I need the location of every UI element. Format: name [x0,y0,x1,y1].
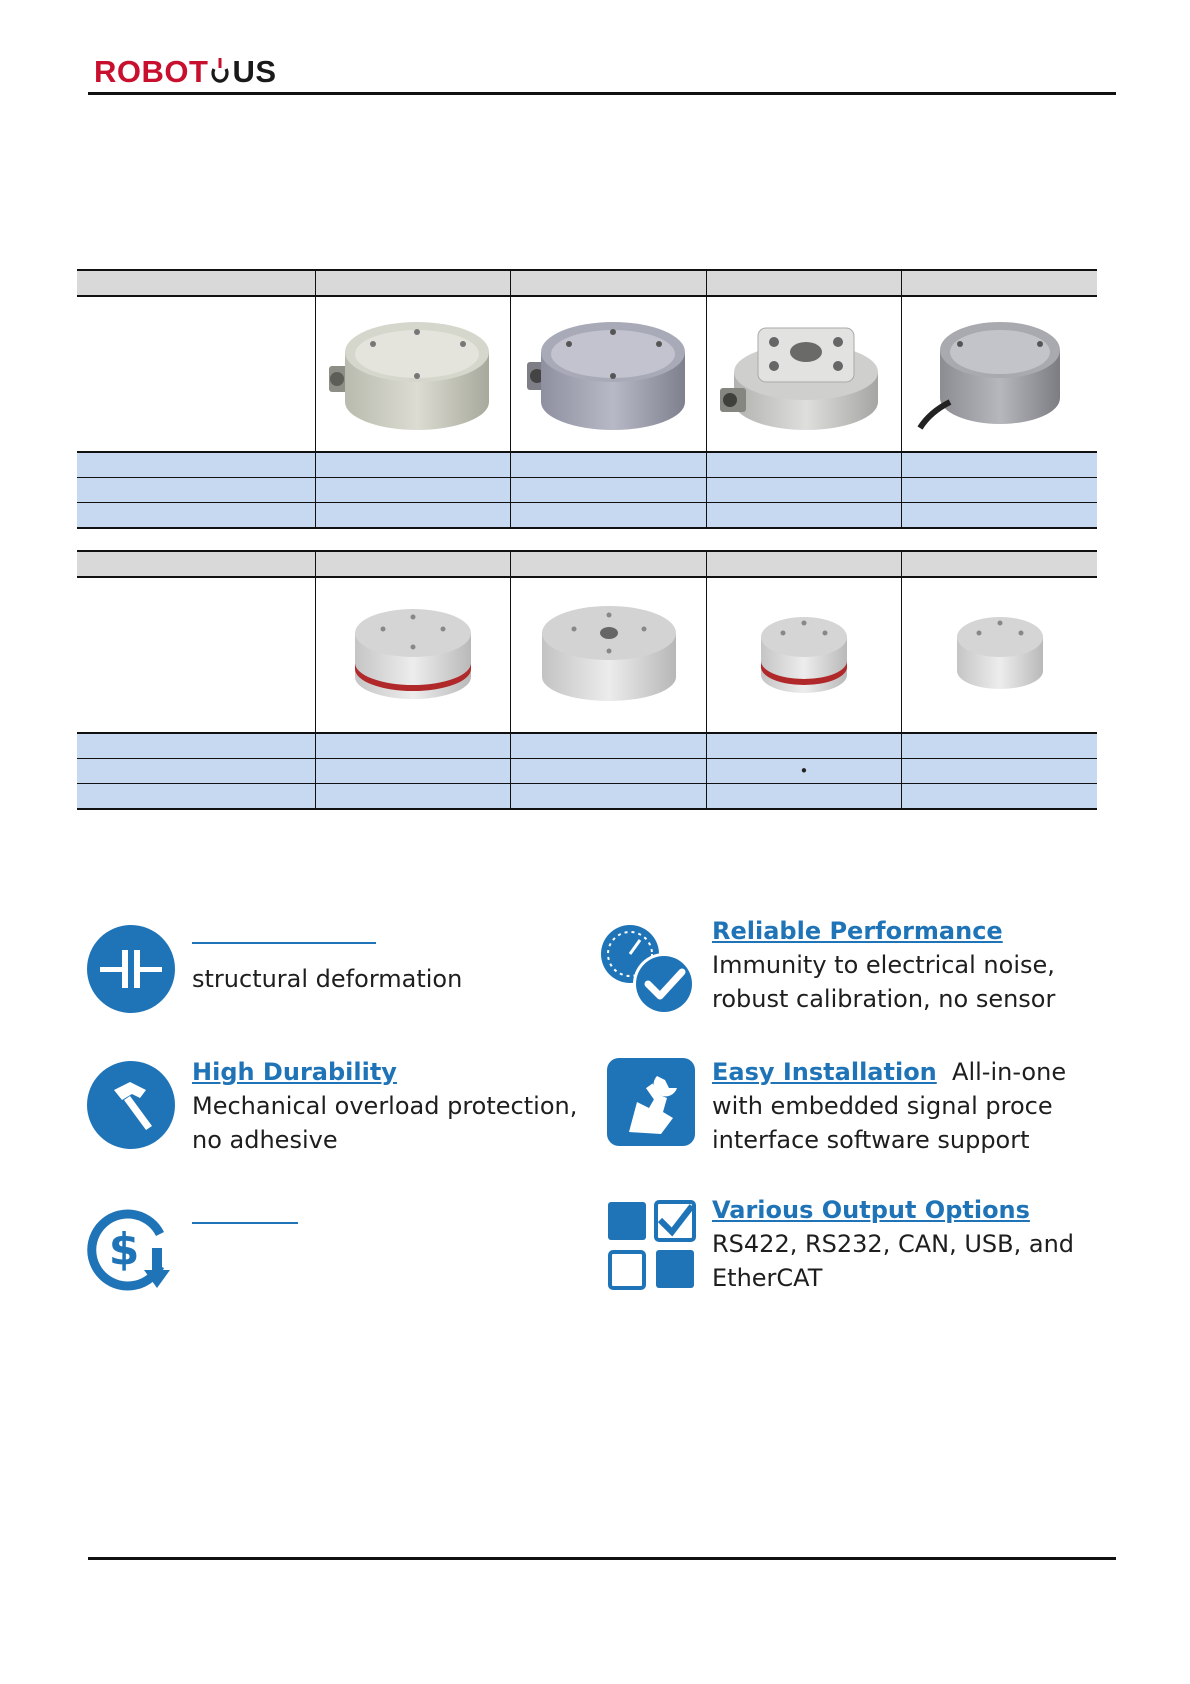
hammer-icon [86,1060,176,1150]
spec-cell [315,784,510,810]
product-image-cell [511,296,706,452]
product-image-cell [902,296,1097,452]
sensor-image [749,603,859,703]
product-image-cell [706,577,901,733]
feature-text: Immunity to electrical noise, robust calibration, no sensor [712,951,1056,1013]
company-logo [94,52,277,92]
spec-cell [511,478,706,503]
sensor-image [519,302,699,442]
spec-cell [902,784,1097,810]
footer-rule [88,1557,1116,1560]
spec-cell [77,452,315,478]
spec-cell [511,503,706,529]
header-cell [511,270,706,296]
feature-title: Easy Installation [712,1058,937,1086]
spec-cell [315,733,510,759]
spec-row [77,784,1097,810]
spec-cell [706,478,901,503]
header-cell [77,270,315,296]
spec-row [77,759,1097,784]
feature-title [192,1200,298,1224]
table-header-row [77,270,1097,296]
spec-row [77,733,1097,759]
spec-cell [315,503,510,529]
spec-row [77,503,1097,529]
spec-cell [902,452,1097,478]
header-cell [902,270,1097,296]
spec-cell [77,478,315,503]
sensor-image [534,593,684,713]
spec-cell [902,503,1097,529]
header-cell [902,551,1097,577]
sensor-image [714,302,894,442]
checkbox-grid-icon [606,1198,696,1292]
spec-cell [902,733,1097,759]
feature-output [712,1193,1102,1295]
product-image-cell [706,296,901,452]
product-table-1 [77,269,1097,529]
dollar-down-icon [86,1206,180,1294]
image-label-cell [77,577,315,733]
feature-title [192,920,376,944]
spec-cell [77,733,315,759]
spec-cell [77,784,315,810]
spec-cell [511,452,706,478]
feature-text: with embedded signal proce interface software support [712,1092,1053,1154]
spec-cell [706,503,901,529]
product-image-cell [315,577,510,733]
capacitor-icon [86,924,176,1014]
header-cell [706,551,901,577]
feature-text: RS422, RS232, CAN, USB, and EtherCAT [712,1230,1075,1292]
product-table-2 [77,550,1097,810]
wrench-hand-icon [607,1058,695,1146]
feature-text: structural deformation [192,965,463,993]
sensor-image [323,302,503,442]
logo-drop-icon [209,56,231,86]
gauge-check-icon [600,922,698,1018]
header-cell [315,551,510,577]
logo-text-us: US [232,54,277,89]
spec-cell [315,759,510,784]
feature-reliable [712,914,1092,1016]
product-image-cell [511,577,706,733]
feature-text: Mechanical overload protection, no adhesive [192,1092,578,1154]
feature-cost [192,1200,492,1234]
header-cell [77,551,315,577]
header-cell [315,270,510,296]
spec-cell [706,452,901,478]
feature-installation [712,1055,1112,1157]
feature-title: Reliable Performance [712,917,1003,945]
sensor-image [945,603,1055,703]
feature-title: Various Output Options [712,1196,1030,1224]
feature-title: High Durability [192,1058,397,1086]
spec-cell [902,478,1097,503]
feature-capacitive [192,920,492,996]
spec-cell: • [706,759,901,784]
feature-text-inline: All-in-one [952,1058,1067,1086]
image-label-cell [77,296,315,452]
spec-cell [511,759,706,784]
spec-cell [77,759,315,784]
spec-cell [511,733,706,759]
logo-text-robot: ROBOT [94,54,209,89]
header-rule [88,92,1116,95]
product-image-cell [315,296,510,452]
spec-cell [77,503,315,529]
svg-text:$: $ [108,1224,140,1275]
table-image-row [77,296,1097,452]
product-image-cell [902,577,1097,733]
table-header-row [77,551,1097,577]
spec-cell [315,478,510,503]
table-image-row [77,577,1097,733]
header-cell [511,551,706,577]
feature-durability [192,1055,582,1157]
spec-cell [511,784,706,810]
spec-cell [706,784,901,810]
spec-cell [902,759,1097,784]
header-cell [706,270,901,296]
spec-row [77,478,1097,503]
sensor-image [910,302,1090,442]
spec-cell [706,733,901,759]
spec-row [77,452,1097,478]
spec-cell [315,452,510,478]
sensor-image [343,593,483,713]
